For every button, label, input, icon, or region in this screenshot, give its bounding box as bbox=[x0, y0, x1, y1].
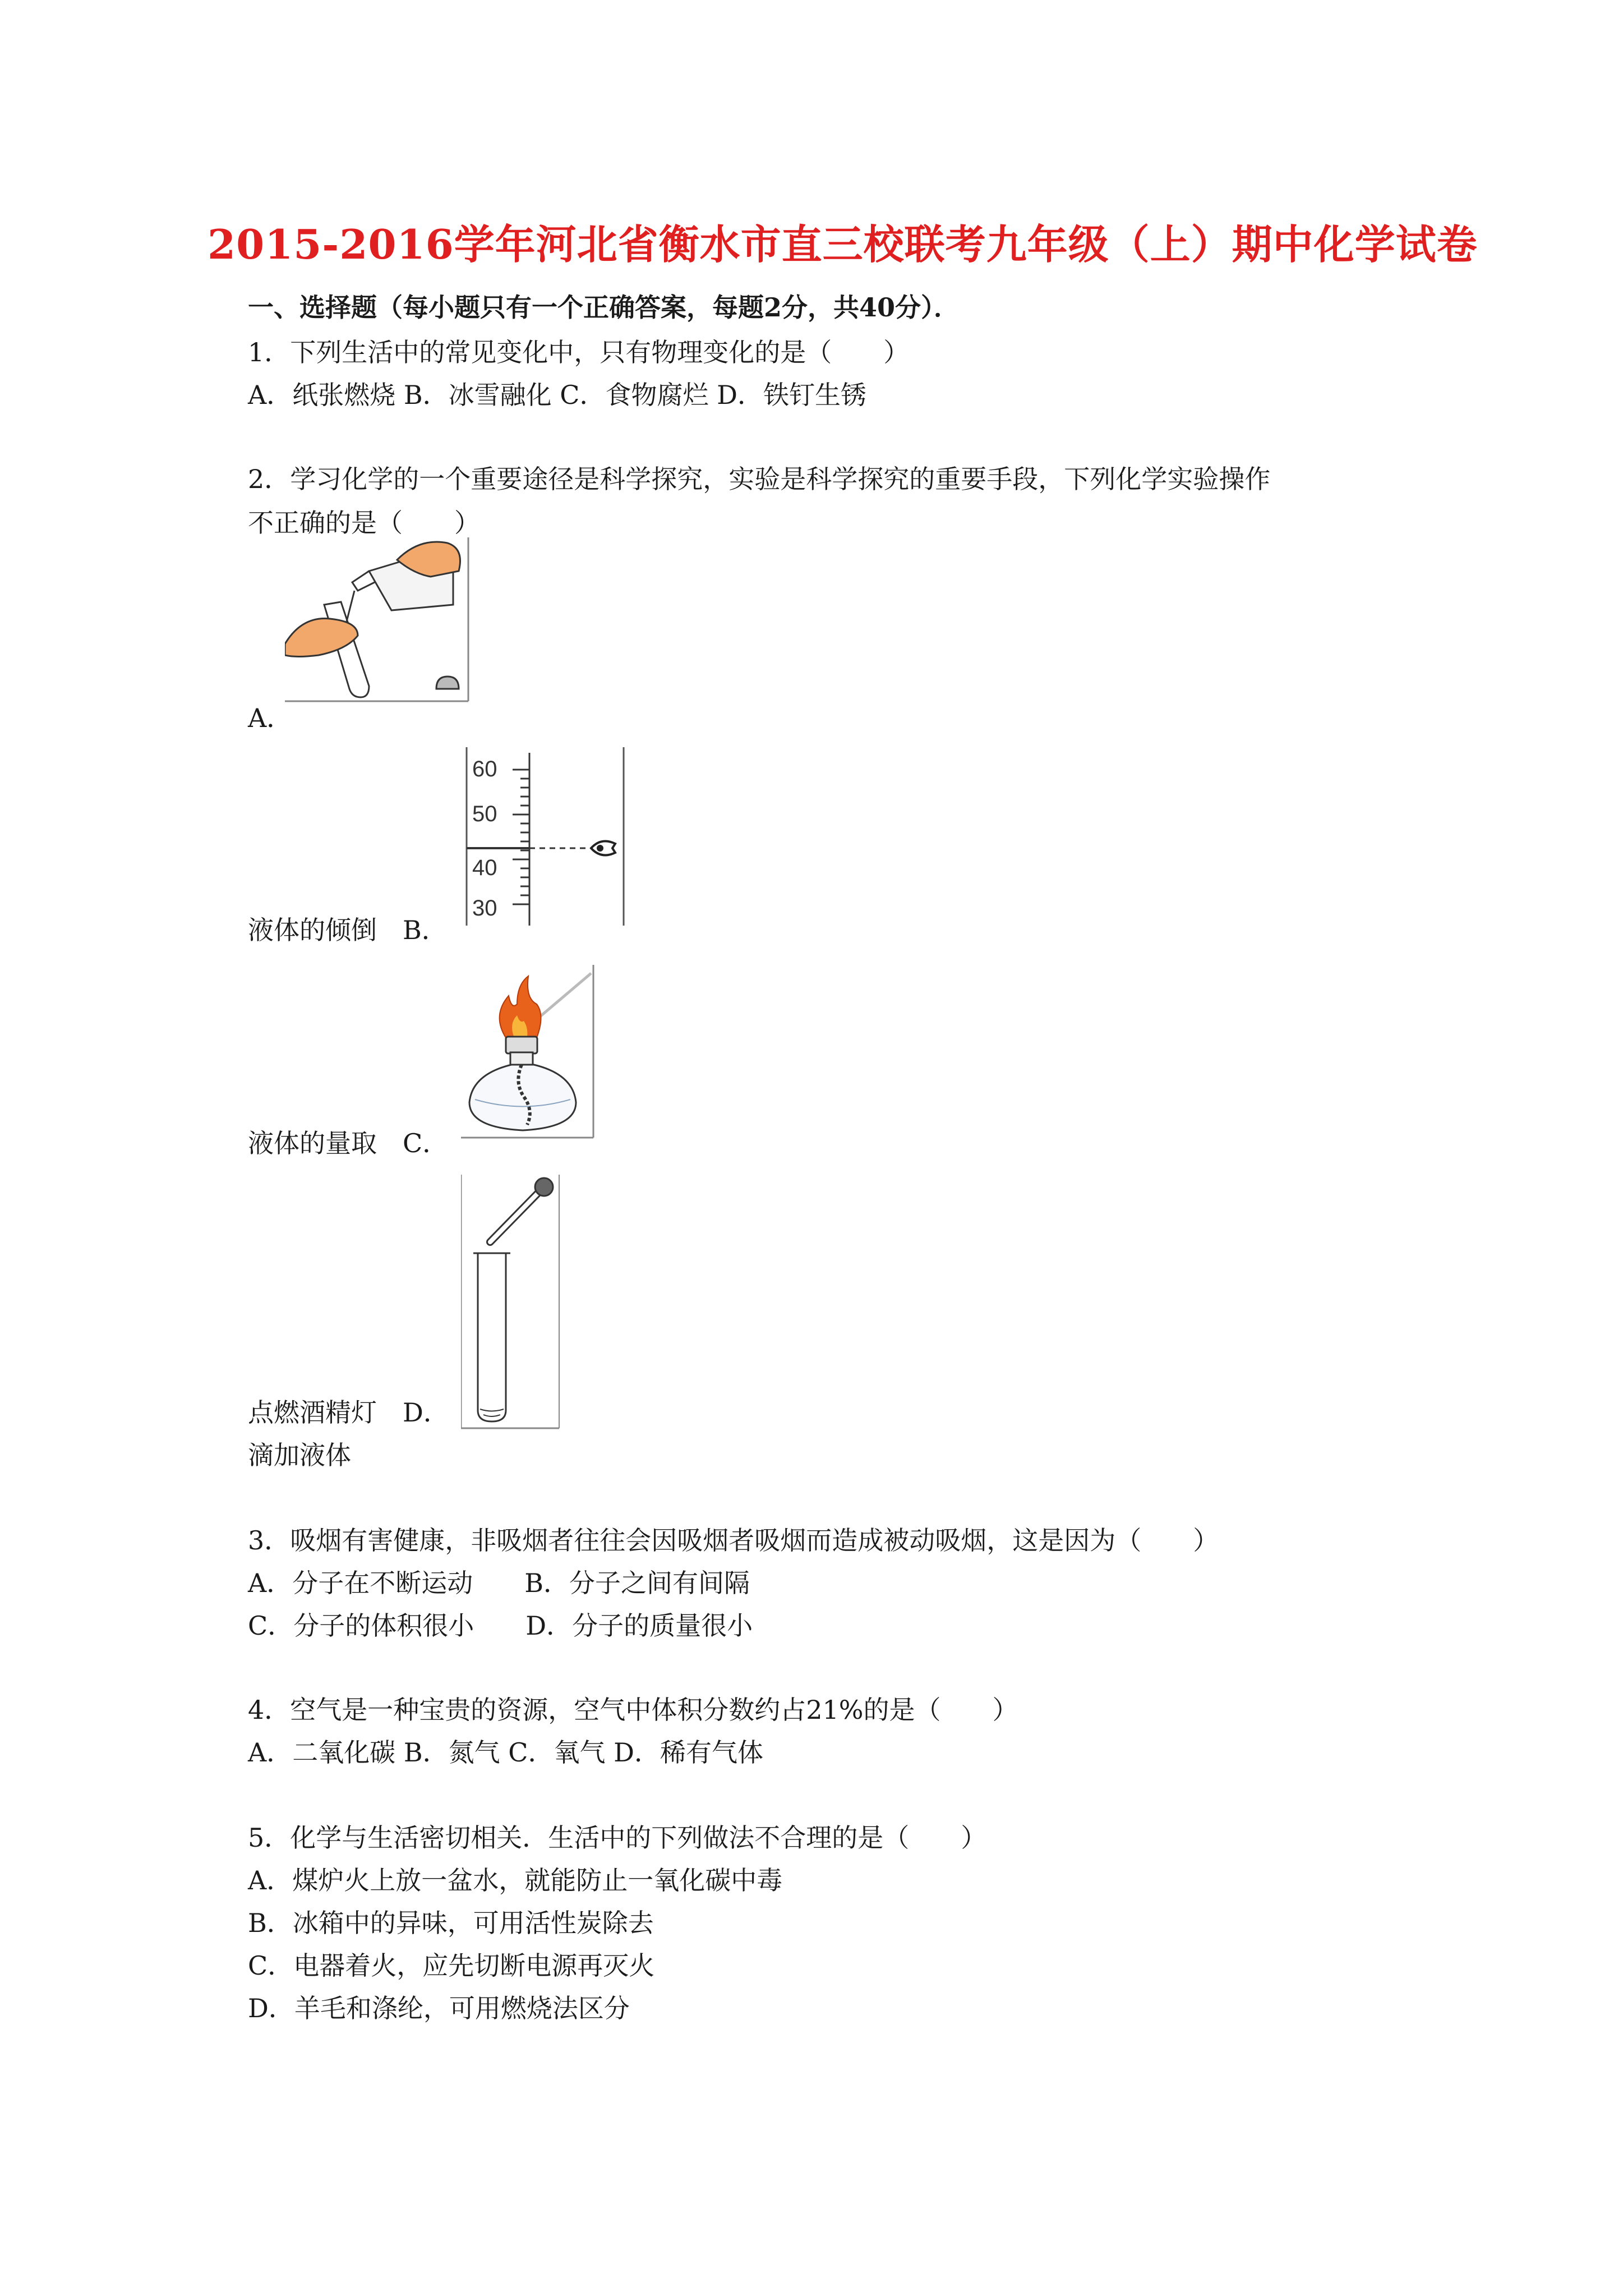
question-5-option-c: C．电器着火，应先切断电源再灭火 bbox=[248, 1950, 655, 1981]
cylinder-tick-60: 60 bbox=[472, 757, 497, 781]
question-2-stem-line1: 2．学习化学的一个重要途径是科学探究，实验是科学探究的重要手段，下列化学实验操作 bbox=[248, 464, 1271, 494]
figure-measuring-cylinder bbox=[461, 747, 629, 927]
question-4-stem: 4．空气是一种宝贵的资源，空气中体积分数约占21%的是（ ） bbox=[248, 1695, 1018, 1725]
figure-pouring-liquid bbox=[285, 537, 476, 703]
question-2-label-a: A． bbox=[248, 703, 293, 733]
question-5-option-b: B．冰箱中的异味，可用活性炭除去 bbox=[248, 1908, 654, 1938]
question-2-label-d-text: 滴加液体 bbox=[248, 1440, 351, 1470]
question-5-option-d: D．羊毛和涤纶，可用燃烧法区分 bbox=[248, 1993, 630, 2023]
page-title: 2015-2016学年河北省衡水市直三校联考九年级（上）期中化学试卷 bbox=[208, 220, 1478, 268]
question-1-options: A．纸张燃烧 B．冰雪融化 C．食物腐烂 D．铁钉生锈 bbox=[248, 380, 866, 410]
question-2-label-b: 液体的倾倒 B． bbox=[248, 915, 448, 945]
question-2-label-d: 点燃酒精灯 D． bbox=[248, 1397, 449, 1428]
question-3-options-line1: A．分子在不断运动 B．分子之间有间隔 bbox=[248, 1568, 750, 1598]
section-heading-choice: 一、选择题（每小题只有一个正确答案，每题2分，共40分）． bbox=[248, 292, 960, 323]
question-5-option-a: A．煤炉火上放一盆水，就能防止一氧化碳中毒 bbox=[248, 1865, 783, 1895]
figure-alcohol-lamp bbox=[461, 965, 596, 1139]
question-2-stem-line2: 不正确的是（ ） bbox=[248, 508, 480, 538]
question-1-stem: 1．下列生活中的常见变化中，只有物理变化的是（ ） bbox=[248, 337, 910, 367]
question-3-options-line2: C．分子的体积很小 D．分子的质量很小 bbox=[248, 1611, 753, 1641]
figure-dropper-test-tube bbox=[461, 1175, 562, 1430]
cylinder-tick-30: 30 bbox=[472, 896, 497, 921]
cylinder-tick-50: 50 bbox=[472, 802, 497, 826]
question-5-stem: 5．化学与生活密切相关．生活中的下列做法不合理的是（ ） bbox=[248, 1823, 987, 1853]
question-4-options: A．二氧化碳 B．氮气 C．氧气 D．稀有气体 bbox=[248, 1737, 763, 1768]
eye-icon bbox=[591, 841, 615, 855]
question-2-label-c: 液体的量取 C． bbox=[248, 1128, 449, 1158]
cylinder-tick-40: 40 bbox=[472, 855, 497, 880]
question-3-stem: 3．吸烟有害健康，非吸烟者往往会因吸烟者吸烟而造成被动吸烟，这是因为（ ） bbox=[248, 1525, 1219, 1556]
